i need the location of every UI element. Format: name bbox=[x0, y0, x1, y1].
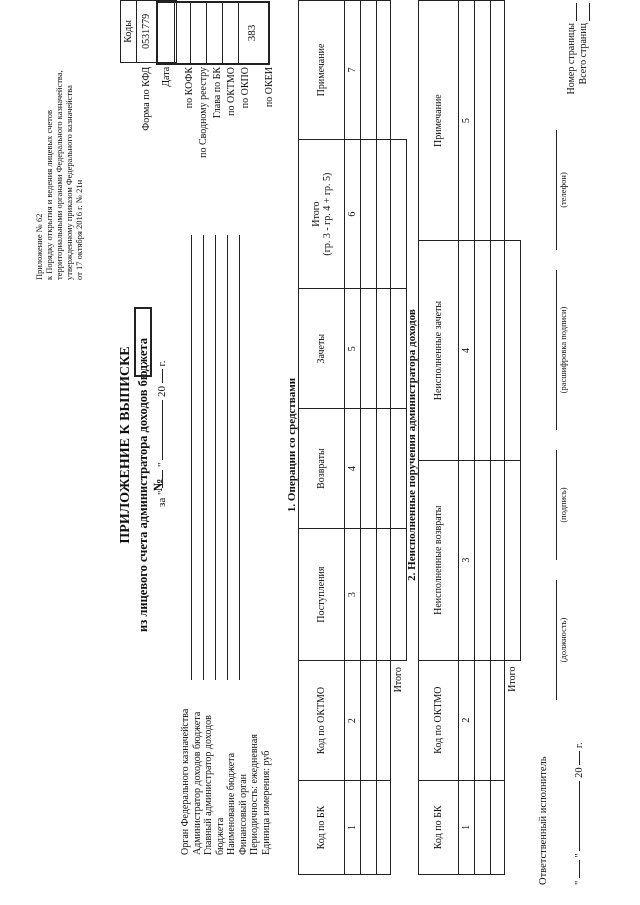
s1-total-cell[interactable] bbox=[391, 529, 407, 661]
appendix-note bbox=[34, 0, 84, 280]
s2-num-5: 5 bbox=[459, 1, 475, 241]
footer-date-quote-close: " bbox=[574, 853, 585, 858]
s2-total-label: Итого bbox=[507, 666, 519, 692]
codes-values-box bbox=[156, 1, 270, 65]
s1-col-bk: Код по БК bbox=[299, 781, 345, 875]
code-cell-svod[interactable] bbox=[174, 3, 191, 63]
s1-cell[interactable] bbox=[377, 529, 391, 661]
s1-total-cell[interactable] bbox=[391, 139, 407, 288]
phone-line[interactable] bbox=[556, 130, 557, 250]
title-date bbox=[156, 327, 168, 507]
s1-cell[interactable] bbox=[361, 289, 377, 409]
code-cell-glava[interactable] bbox=[190, 3, 207, 63]
s2-cell[interactable] bbox=[491, 460, 505, 660]
field-line-4[interactable] bbox=[227, 235, 228, 680]
s2-cell[interactable] bbox=[475, 460, 491, 660]
code-cell-oktmo[interactable] bbox=[206, 3, 223, 63]
page-number-label: Номер страницы bbox=[566, 23, 577, 95]
s2-cell[interactable] bbox=[475, 1, 491, 241]
field-label-3: Главный администратор доходов бюджета bbox=[203, 715, 226, 855]
s2-col-oktmo: Код по ОКТМО bbox=[419, 660, 459, 780]
pages-total-label: Всего страниц bbox=[578, 23, 589, 85]
s1-cell[interactable] bbox=[361, 139, 377, 288]
table-row bbox=[491, 1, 505, 875]
s1-num-6: 6 bbox=[345, 139, 361, 288]
form-label: Форма по КФД bbox=[141, 66, 152, 131]
svod-label: по Сводному реестру bbox=[198, 67, 209, 158]
s2-col-returns: Неисполненные возвраты bbox=[419, 460, 459, 660]
appendix-line-5: от 17 октября 2016 г. № 21н bbox=[74, 179, 84, 280]
footer-month-blank[interactable] bbox=[579, 781, 580, 851]
s1-cell[interactable] bbox=[377, 1, 391, 140]
s2-cell[interactable] bbox=[491, 660, 505, 780]
field-line-3[interactable] bbox=[215, 235, 216, 680]
footer-year-blank[interactable] bbox=[579, 751, 580, 765]
s2-cell[interactable] bbox=[491, 780, 505, 874]
signature-line[interactable] bbox=[556, 450, 557, 560]
s2-num-4: 4 bbox=[459, 241, 475, 461]
s2-cell[interactable] bbox=[491, 241, 505, 461]
s1-num-4: 4 bbox=[345, 409, 361, 529]
okpo-label: по ОКПО bbox=[240, 67, 251, 109]
field-label-2: Администратор доходов бюджета bbox=[191, 711, 203, 855]
field-label-5: Финансовый орган bbox=[237, 773, 249, 855]
date-prefix: за " bbox=[156, 490, 168, 507]
s1-cell[interactable] bbox=[361, 409, 377, 529]
s1-cell[interactable] bbox=[377, 409, 391, 529]
codes-labels bbox=[183, 67, 277, 225]
s2-cell[interactable] bbox=[475, 660, 491, 780]
s2-col-bk: Код по БК bbox=[419, 780, 459, 874]
s1-num-1: 1 bbox=[345, 781, 361, 875]
s1-col-oktmo: Код по ОКТМО bbox=[299, 661, 345, 781]
field-line-5[interactable] bbox=[239, 235, 240, 680]
table-row bbox=[475, 1, 491, 875]
field-label-4: Наименование бюджета bbox=[226, 752, 237, 855]
s1-col-total: Итого (гр. 3 - гр. 4 + гр. 5) bbox=[299, 139, 345, 288]
field-label-7: Единица измерения: руб bbox=[260, 750, 272, 855]
page-number-blank[interactable] bbox=[576, 3, 577, 21]
code-cell-okpo[interactable] bbox=[222, 3, 239, 63]
year-blank[interactable] bbox=[162, 369, 163, 383]
s1-total-cell[interactable] bbox=[391, 289, 407, 409]
field-line-2[interactable] bbox=[203, 235, 204, 680]
page-subtitle: из лицевого счета администратора доходов бюджета № bbox=[136, 338, 165, 632]
fields-list bbox=[180, 685, 272, 855]
field-label-1: Орган Федерального казначейства bbox=[180, 708, 191, 855]
footer-date-quote-open: " bbox=[574, 880, 585, 885]
s1-num-5: 5 bbox=[345, 289, 361, 409]
s1-total-cell[interactable] bbox=[391, 409, 407, 529]
page-counter bbox=[566, 23, 590, 133]
account-number-box[interactable] bbox=[134, 307, 152, 377]
decoding-line[interactable] bbox=[556, 270, 557, 430]
s2-num-3: 3 bbox=[459, 460, 475, 660]
day-blank[interactable] bbox=[162, 470, 163, 488]
page-title: ПРИЛОЖЕНИЕ К ВЫПИСКЕ bbox=[118, 346, 133, 544]
s1-cell[interactable] bbox=[377, 139, 391, 288]
position-line[interactable] bbox=[556, 580, 557, 700]
glava-label: Глава по БК bbox=[212, 67, 223, 119]
s1-cell[interactable] bbox=[377, 289, 391, 409]
field-line-1[interactable] bbox=[191, 235, 192, 680]
table-row bbox=[377, 1, 391, 875]
section1-table bbox=[298, 0, 407, 875]
appendix-line-1: Приложение № 62 bbox=[34, 213, 44, 280]
oktmo-label: по ОКТМО bbox=[226, 67, 237, 116]
s1-cell[interactable] bbox=[377, 781, 391, 875]
field-label-6: Периодичность: ежедневная bbox=[249, 734, 260, 855]
position-caption: (должность) bbox=[558, 617, 568, 663]
date-label: Дата bbox=[161, 66, 172, 87]
s2-col-offsets: Неисполненные зачеты bbox=[419, 241, 459, 461]
s1-total-label: Итого bbox=[393, 667, 405, 693]
s1-cell[interactable] bbox=[377, 661, 391, 781]
s1-num-2: 2 bbox=[345, 661, 361, 781]
s2-num-2: 2 bbox=[459, 660, 475, 780]
footer-date bbox=[574, 685, 585, 885]
s1-cell[interactable] bbox=[361, 661, 377, 781]
okei-label: по ОКЕИ bbox=[264, 67, 275, 108]
s2-cell[interactable] bbox=[475, 241, 491, 461]
footer-date-g: г. bbox=[574, 742, 585, 749]
month-blank[interactable] bbox=[162, 400, 163, 460]
appendix-line-3: территориальными органами Федерального казначейства, bbox=[54, 70, 64, 280]
date-year: 20 bbox=[156, 386, 168, 398]
section1-title: 1. Операции со средствами bbox=[286, 377, 298, 513]
s2-cell[interactable] bbox=[491, 1, 505, 241]
section2-title: 2. Неисполненные поручения администратора доходов bbox=[406, 309, 418, 581]
form-code: 0531779 bbox=[137, 1, 157, 63]
s1-col-receipts: Поступления bbox=[299, 529, 345, 661]
s1-col-offsets: Зачеты bbox=[299, 289, 345, 409]
footer-day-blank[interactable] bbox=[579, 860, 580, 878]
signature-caption: (подпись) bbox=[558, 487, 568, 523]
table-row bbox=[361, 1, 377, 875]
kofk-label: по КОФК bbox=[184, 67, 195, 109]
appendix-line-4: утвержденному приказом Федерального казначейства bbox=[64, 85, 74, 280]
code-cell-kofk[interactable] bbox=[158, 3, 175, 63]
s1-cell[interactable] bbox=[361, 529, 377, 661]
date-quote: " bbox=[156, 462, 168, 468]
s2-col-note: Примечание bbox=[419, 1, 459, 241]
decoding-caption: (расшифровка подписи) bbox=[558, 306, 568, 394]
s2-total-cell[interactable] bbox=[505, 460, 521, 660]
s1-num-7: 7 bbox=[345, 1, 361, 140]
s1-col-note: Примечание bbox=[299, 1, 345, 140]
pages-total-blank[interactable] bbox=[589, 3, 590, 21]
s1-col-returns: Возвраты bbox=[299, 409, 345, 529]
okei-code: 383 bbox=[246, 24, 258, 42]
phone-caption: (телефон) bbox=[558, 172, 568, 208]
executive-label: Ответственный исполнитель bbox=[538, 756, 549, 885]
s2-cell[interactable] bbox=[475, 780, 491, 874]
s1-num-3: 3 bbox=[345, 529, 361, 661]
s2-num-1: 1 bbox=[459, 780, 475, 874]
footer-date-year: 20 bbox=[574, 767, 585, 778]
section2-table bbox=[418, 0, 521, 875]
appendix-line-2: к Порядку открытия и ведения лицевых счетов bbox=[44, 109, 54, 280]
s1-cell[interactable] bbox=[361, 1, 377, 140]
s2-total-cell[interactable] bbox=[505, 241, 521, 461]
codes-header: Коды bbox=[121, 1, 137, 63]
date-g: г. bbox=[156, 360, 168, 367]
s1-cell[interactable] bbox=[361, 781, 377, 875]
